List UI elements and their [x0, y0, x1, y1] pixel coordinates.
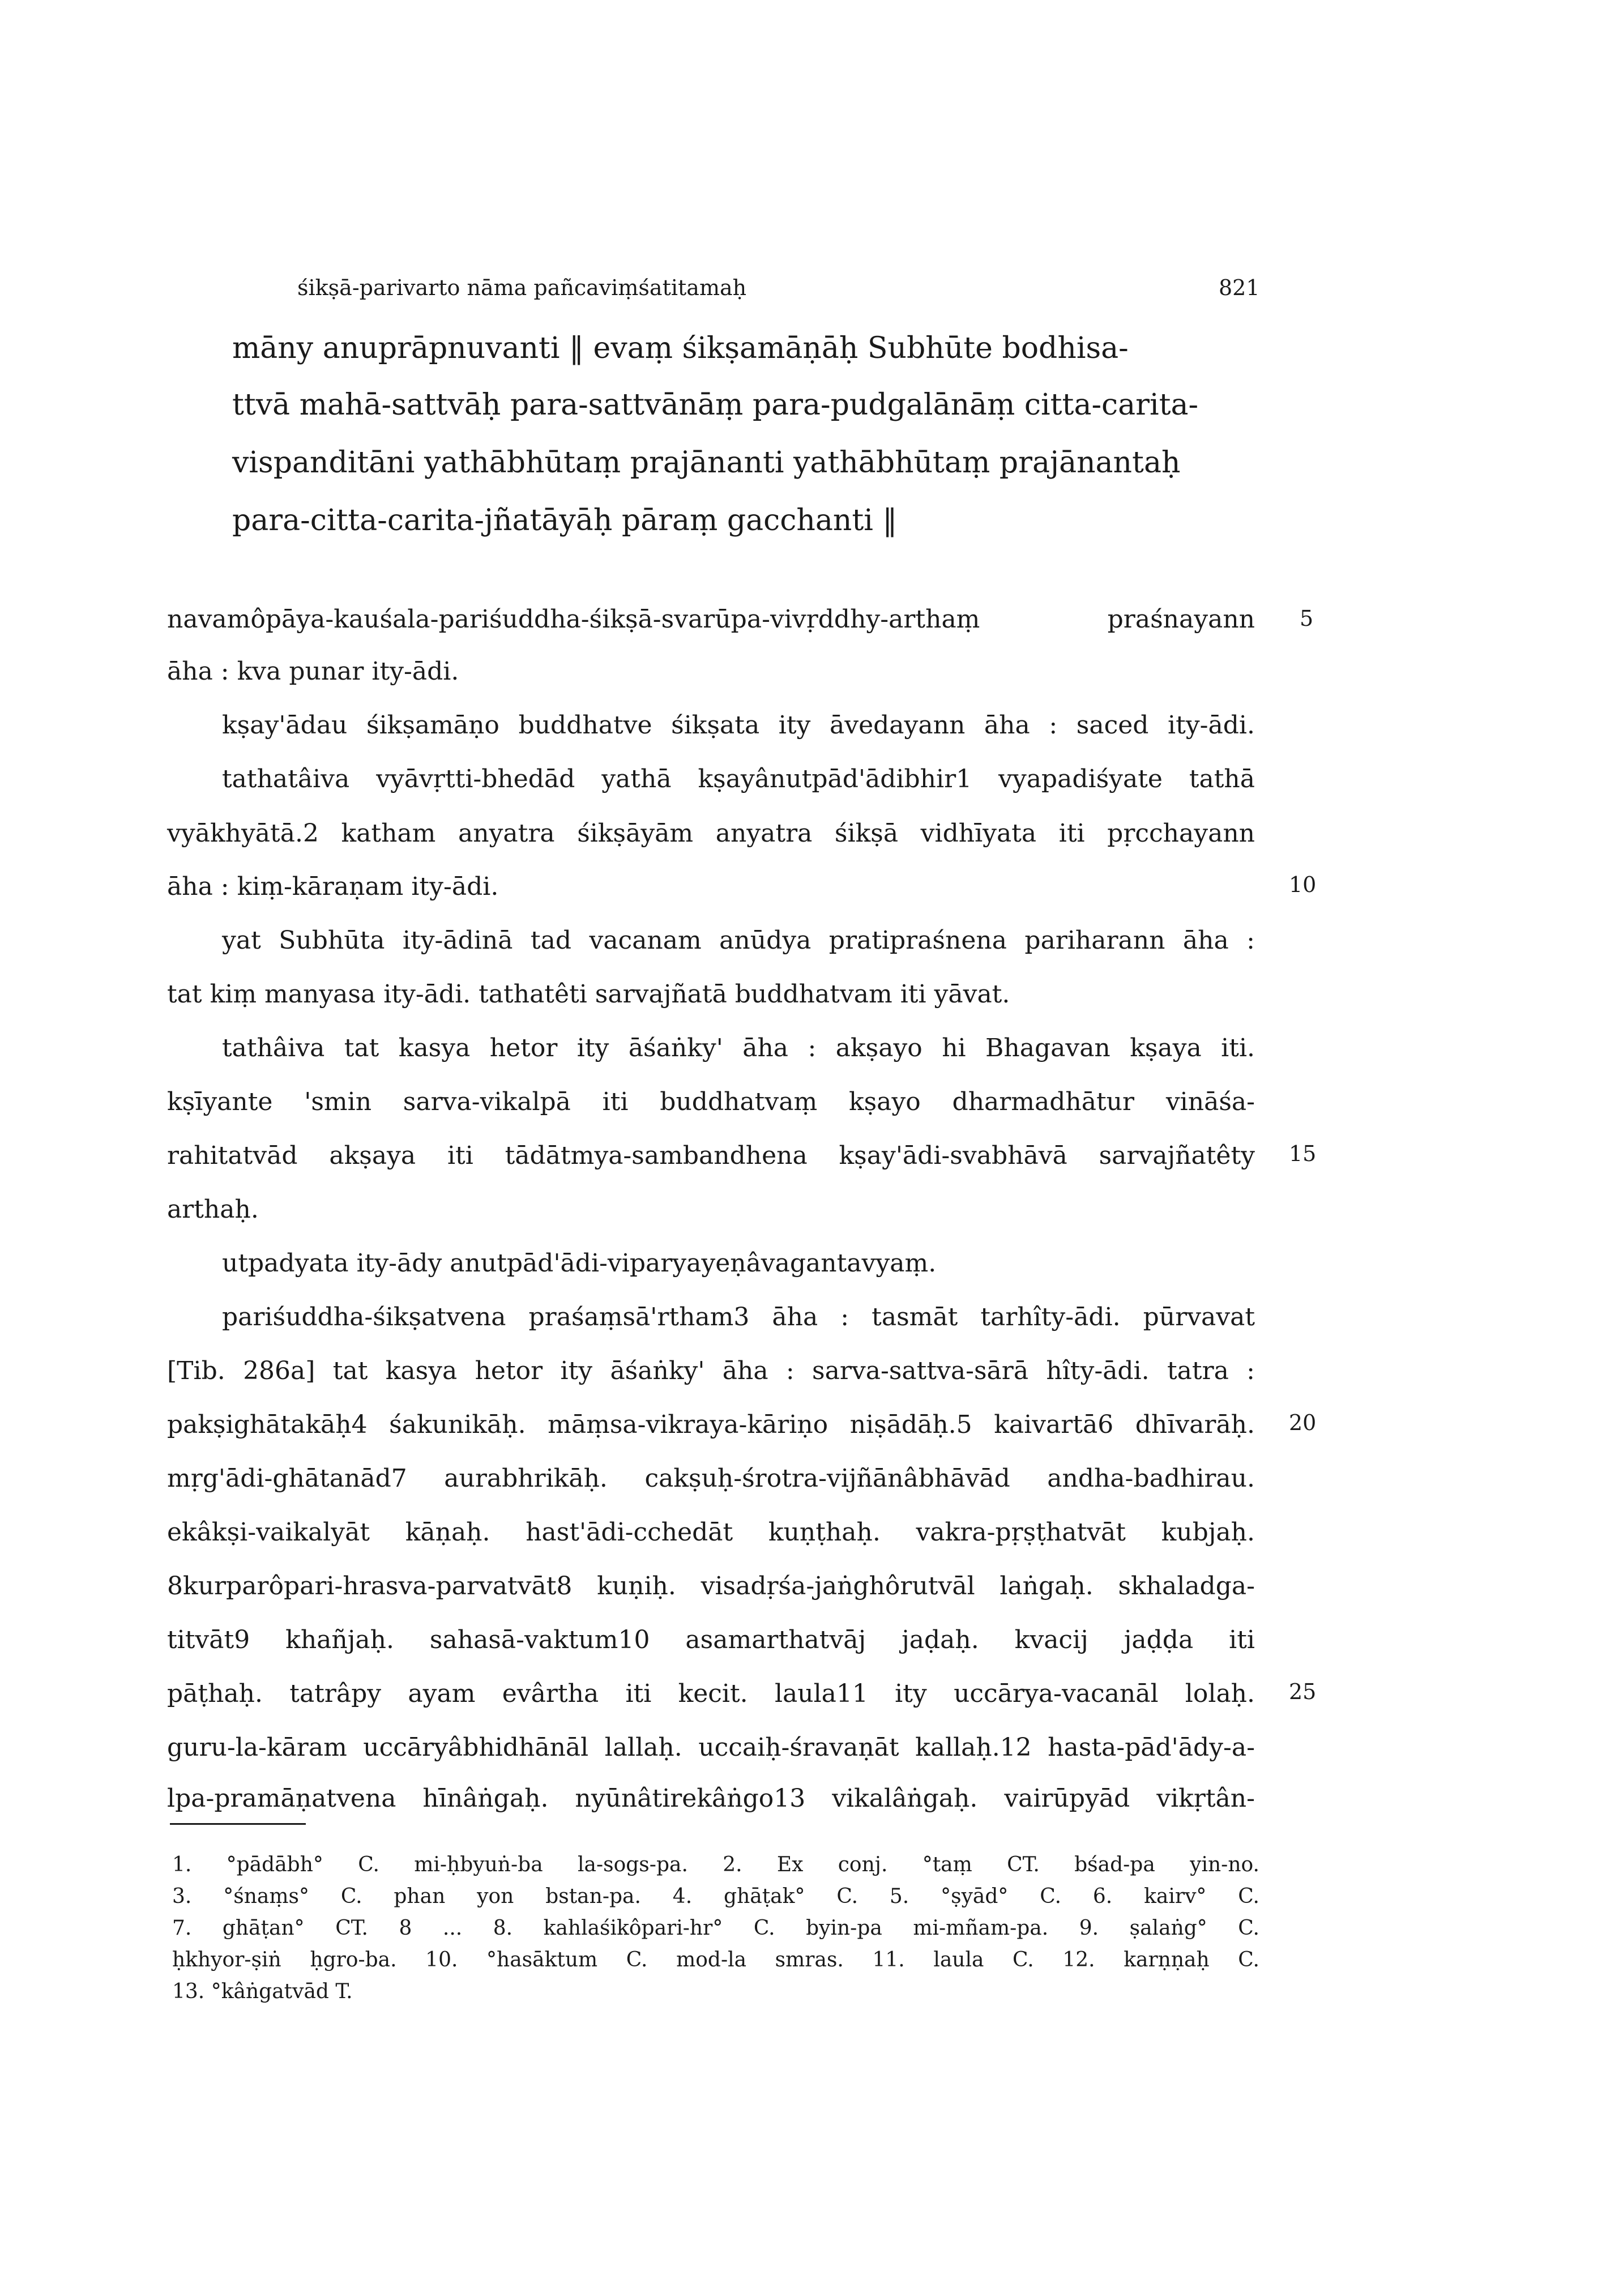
- commentary-line: yat Subhūta ity-ādinā tad vacanam anūdya pratipraśnena pariharann āha :: [222, 926, 1255, 955]
- commentary-line: utpadyata ity-ādy anutpād'ādi-viparyayeṇâvagantavyaṃ.: [222, 1249, 937, 1278]
- footnote-line: 1. °pādābh° C. mi-ḥbyuṅ-ba la-sogs-pa. 2. Ex conj. °taṃ CT. bśad-pa yin-no.: [172, 1853, 1259, 1876]
- verse-line: vispanditāni yathābhūtaṃ prajānanti yathābhūtaṃ prajānantaḥ: [232, 446, 1181, 480]
- commentary-line: navamôpāya-kauśala-pariśuddha-śikṣā-svarūpa-vivṛddhy-arthaṃ praśnayann: [167, 605, 1255, 634]
- commentary-line: vyākhyātā.2 katham anyatra śikṣāyām anyatra śikṣā vidhīyata iti pṛcchayann: [167, 819, 1255, 848]
- commentary-line: arthaḥ.: [167, 1195, 259, 1224]
- footnote-line: ḥkhyor-ṣiṅ ḥgro-ba. 10. °hasāktum C. mod-la smras. 11. laula C. 12. karṇṇaḥ C.: [172, 1948, 1259, 1971]
- commentary-line: kṣay'ādau śikṣamāṇo buddhatve śikṣata ity āvedayann āha : saced ity-ādi.: [222, 711, 1255, 740]
- commentary-line: guru-la-kāram uccāryâbhidhānāl lallaḥ. uccaiḥ-śravaṇāt kallaḥ.12 hasta-pād'ādy-a-: [167, 1733, 1255, 1762]
- line-number: 25: [1289, 1679, 1317, 1704]
- commentary-line: tat kiṃ manyasa ity-ādi. tathatêti sarvajñatā buddhatvam iti yāvat.: [167, 980, 1010, 1009]
- footnote-line: 7. ghāṭan° CT. 8 ... 8. kahlaśikôpari-hr° C. byin-pa mi-mñam-pa. 9. ṣalaṅg° C.: [172, 1917, 1259, 1940]
- line-number: 10: [1289, 872, 1317, 897]
- commentary-line: titvāt9 khañjaḥ. sahasā-vaktum10 asamarthatvāj jaḍaḥ. kvacij jaḍḍa iti: [167, 1625, 1255, 1654]
- line-number: 15: [1289, 1141, 1317, 1166]
- line-number: 5: [1300, 606, 1314, 631]
- commentary-line: 8kurparôpari-hrasva-parvatvāt8 kuṇiḥ. visadṛśa-jaṅghôrutvāl laṅgaḥ. skhaladga-: [167, 1572, 1255, 1601]
- commentary-line: pariśuddha-śikṣatvena praśaṃsā'rtham3 āha : tasmāt tarhîty-ādi. pūrvavat: [222, 1303, 1255, 1331]
- commentary-line: mṛg'ādi-ghātanād7 aurabhrikāḥ. cakṣuḥ-śrotra-vijñānâbhāvād andha-badhirau.: [167, 1464, 1255, 1493]
- commentary-line: rahitatvād akṣaya iti tādātmya-sambandhena kṣay'ādi-svabhāvā sarvajñatêty: [167, 1141, 1255, 1170]
- verse-line: ttvā mahā-sattvāḥ para-sattvānāṃ para-pudgalānāṃ citta-carita-: [232, 388, 1199, 422]
- commentary-line: pakṣighātakāḥ4 śakunikāḥ. māṃsa-vikraya-kāriṇo niṣādāḥ.5 kaivartā6 dhīvarāḥ.: [167, 1410, 1255, 1439]
- verse-line: māny anuprāpnuvanti ‖ evaṃ śikṣamāṇāḥ Subhūte bodhisa-: [232, 331, 1129, 365]
- running-header-title: śikṣā-parivarto nāma pañcaviṃśatitamaḥ: [297, 275, 747, 300]
- commentary-line: tathatâiva vyāvṛtti-bhedād yathā kṣayânutpād'ādibhir1 vyapadiśyate tathā: [222, 765, 1255, 793]
- page-number: 821: [1219, 275, 1260, 300]
- commentary-line: pāṭhaḥ. tatrâpy ayam evârtha iti kecit. laula11 ity uccārya-vacanāl lolaḥ.: [167, 1679, 1255, 1708]
- commentary-line: [Tib. 286a] tat kasya hetor ity āśaṅky' āha : sarva-sattva-sārā hîty-ādi. tatra :: [167, 1356, 1255, 1385]
- commentary-line: kṣīyante 'smin sarva-vikalpā iti buddhatvaṃ kṣayo dharmadhātur vināśa-: [167, 1087, 1255, 1116]
- footnote-line: 3. °śnaṃs° C. phan yon bstan-pa. 4. ghāṭak° C. 5. °ṣyād° C. 6. kairv° C.: [172, 1885, 1259, 1908]
- commentary-line: lpa-pramāṇatvena hīnâṅgaḥ. nyūnâtirekâṅgo13 vikalâṅgaḥ. vairūpyād vikṛtân-: [167, 1784, 1255, 1813]
- commentary-line: tathâiva tat kasya hetor ity āśaṅky' āha : akṣayo hi Bhagavan kṣaya iti.: [222, 1034, 1255, 1062]
- footnote-divider: [170, 1823, 306, 1825]
- line-number: 20: [1289, 1410, 1317, 1435]
- footnote-line: 13. °kâṅgatvād T.: [172, 1980, 353, 2003]
- commentary-line: āha : kiṃ-kāraṇam ity-ādi.: [167, 872, 499, 901]
- verse-line: para-citta-carita-jñatāyāḥ pāraṃ gacchanti ‖: [232, 503, 898, 537]
- commentary-line: ekâkṣi-vaikalyāt kāṇaḥ. hast'ādi-cchedāt kuṇṭhaḥ. vakra-pṛṣṭhatvāt kubjaḥ.: [167, 1518, 1255, 1547]
- commentary-line: āha : kva punar ity-ādi.: [167, 657, 459, 686]
